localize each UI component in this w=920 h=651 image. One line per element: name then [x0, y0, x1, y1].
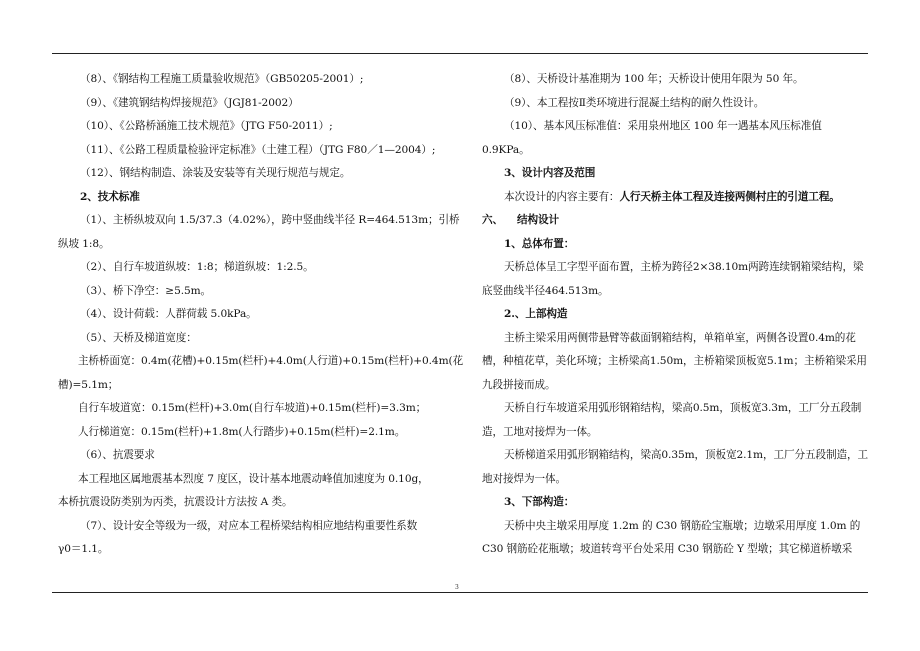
paragraph: （6）、抗震要求 — [80, 449, 155, 461]
paragraph: 主桥桥面宽：0.4m(花槽)+0.15m(栏杆)+4.0m(人行道)+0.15m(栏杆)+0.4m(花 — [78, 355, 464, 367]
section-heading-upper: 2.、上部构造 — [504, 308, 568, 320]
paragraph: 槽)=5.1m； — [58, 378, 119, 391]
paragraph: 主桥主梁采用两侧带悬臂等截面钢箱结构，单箱单室，两侧各设置0.4m的花 — [504, 331, 856, 344]
section-heading-lower: 3、下部构造： — [504, 496, 575, 508]
chapter-number: 六、 — [482, 214, 503, 226]
left-column — [58, 68, 464, 562]
paragraph: （10）、基本风压标准值：采用泉州地区 100 年一遇基本风压标准值 — [504, 120, 822, 132]
paragraph: 九段拼接而成。 — [482, 378, 556, 391]
paragraph: 造，工地对接焊为一体。 — [482, 425, 598, 438]
section-heading-scope: 3、设计内容及范围 — [504, 167, 596, 179]
paragraph: （2）、自行车坡道纵坡：1:8；梯道纵坡：1:2.5。 — [80, 261, 314, 273]
paragraph: 本工程地区属地震基本烈度 7 度区，设计基本地震动峰值加速度为 0.10g， — [78, 472, 429, 485]
paragraph: （8）、《钢结构工程施工质量验收规范》（GB50205-2001）; — [80, 73, 364, 85]
paragraph: 地对接焊为一体。 — [482, 472, 566, 485]
paragraph: 纵坡 1:8。 — [58, 237, 110, 250]
paragraph: （10）、《公路桥涵施工技术规范》（JTG F50-2011）; — [80, 120, 333, 132]
page-number: 3 — [455, 584, 459, 591]
paragraph: 天桥梯道采用弧形钢箱结构，梁高0.35m，顶板宽2.1m，工厂分五段制造，工 — [504, 449, 868, 461]
footer-rule — [52, 592, 868, 593]
paragraph: （8）、天桥设计基准期为 100 年；天桥设计使用年限为 50 年。 — [504, 73, 804, 85]
paragraph: 底竖曲线半径464.513m。 — [482, 284, 609, 297]
paragraph — [482, 186, 868, 210]
paragraph: （1）、主桥纵坡双向 1.5/37.3（4.02%），跨中竖曲线半径 R=464.513m；引桥 — [80, 214, 460, 226]
paragraph: （4）、设计荷载：人群荷载 5.0kPa。 — [80, 308, 257, 320]
scope-highlight: 人行天桥主体工程及连接两侧村庄的引道工程。 — [619, 190, 840, 203]
paragraph: 自行车坡道宽：0.15m(栏杆)+3.0m(自行车坡道)+0.15m(栏杆)=3.3m； — [78, 402, 427, 414]
paragraph: （7）、设计安全等级为一级，对应本工程桥梁结构相应地结构重要性系数 — [80, 519, 418, 532]
paragraph: （11）、《公路工程质量检验评定标准》（土建工程）（JTG F80／1—2004）; — [80, 143, 436, 156]
paragraph: （9）、《建筑钢结构焊接规范》（JGJ81-2002） — [80, 96, 299, 109]
paragraph: 本桥抗震设防类别为丙类，抗震设计方法按 A 类。 — [58, 496, 293, 508]
paragraph: 天桥中央主墩采用厚度 1.2m 的 C30 钢筋砼宝瓶墩；边墩采用厚度 1.0m 的 — [504, 519, 861, 532]
chapter-title: 结构设计 — [517, 214, 559, 226]
chapter-heading — [482, 209, 868, 233]
paragraph: C30 钢筋砼花瓶墩；坡道转弯平台处采用 C30 钢筋砼 Y 型墩；其它梯道桥墩采 — [482, 543, 853, 555]
paragraph: 天桥自行车坡道采用弧形钢箱结构，梁高0.5m，顶板宽3.3m，工厂分五段制 — [504, 402, 862, 414]
paragraph: γ0＝1.1。 — [58, 543, 109, 555]
paragraph: （9）、本工程按Ⅱ类环境进行混凝土结构的耐久性设计。 — [504, 96, 765, 109]
paragraph: 人行梯道宽：0.15m(栏杆)+1.8m(人行踏步)+0.15m(栏杆)=2.1m。 — [78, 425, 406, 438]
paragraph: （12）、钢结构制造、涂装及安装等有关现行规范与规定。 — [80, 167, 351, 179]
paragraph: 0.9KPa。 — [482, 143, 530, 156]
header-rule — [52, 53, 868, 54]
paragraph: （5）、天桥及梯道宽度： — [80, 331, 197, 344]
section-heading-layout: 1、总体布置： — [504, 237, 575, 250]
paragraph: 槽，种植花草，美化环境；主桥梁高1.50m，主桥箱梁顶板宽5.1m；主桥箱梁采用 — [482, 355, 867, 367]
right-column — [482, 68, 868, 562]
section-heading-tech-standard: 2、技术标准 — [80, 190, 140, 203]
scope-text: 本次设计的内容主要有： — [504, 190, 620, 203]
paragraph: （3）、桥下净空：≥5.5m。 — [80, 284, 212, 297]
paragraph: 天桥总体呈工字型平面布置，主桥为跨径2×38.10m两跨连续钢箱梁结构，梁 — [504, 261, 864, 273]
